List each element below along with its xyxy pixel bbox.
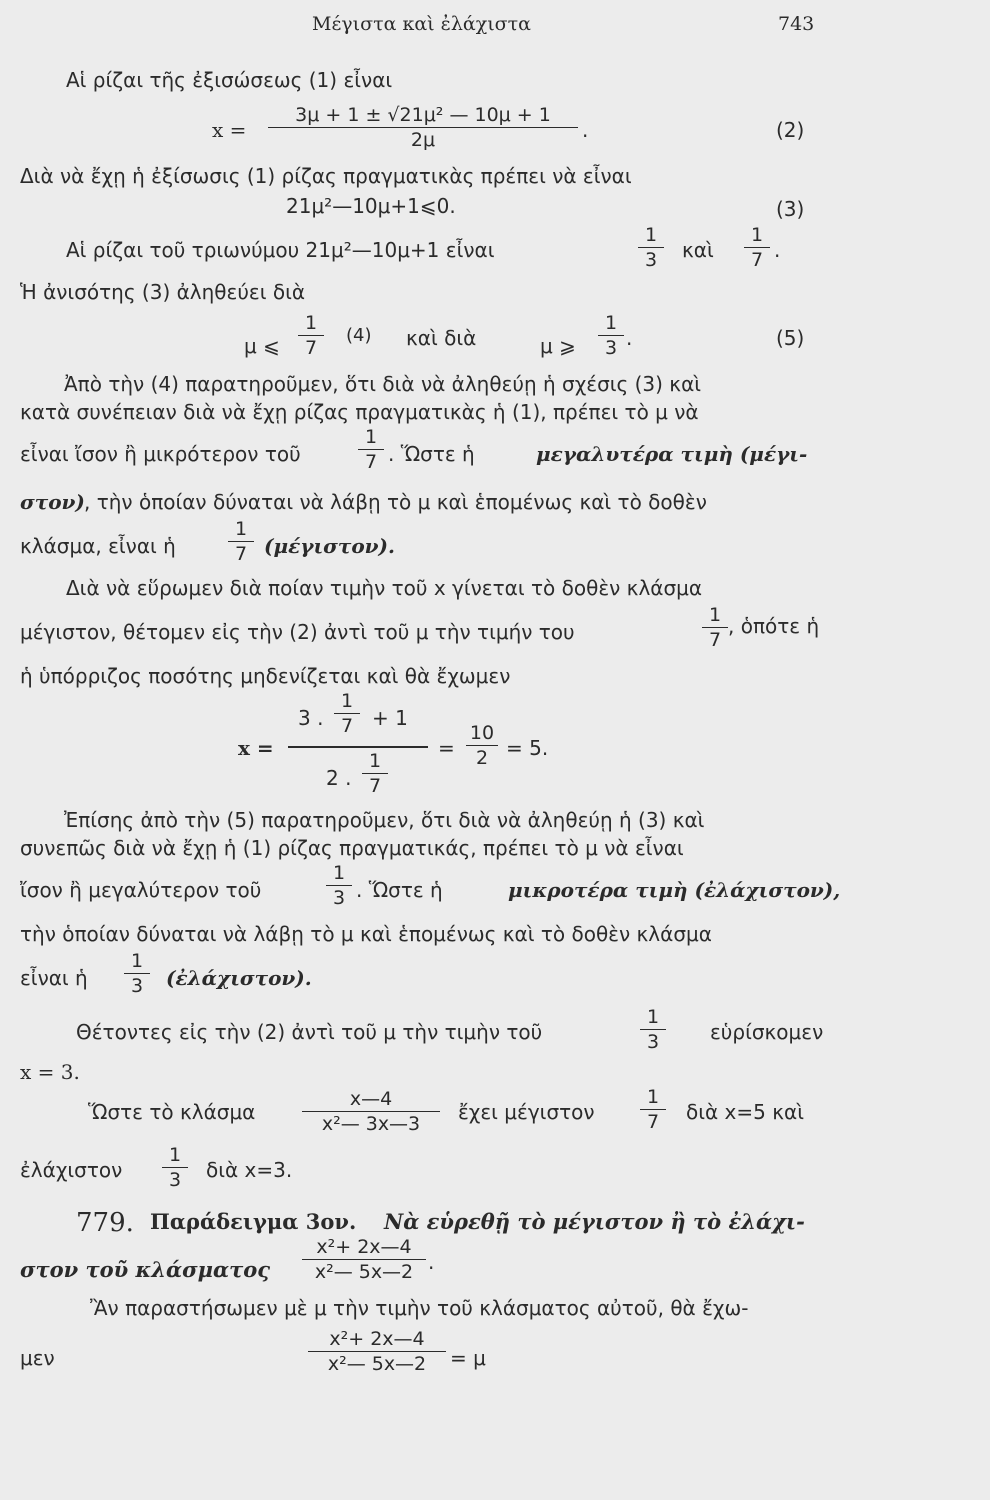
equation-tag: (5) xyxy=(776,326,805,350)
text-word: καὶ διὰ xyxy=(406,326,477,350)
fraction-denominator: 3 xyxy=(130,975,144,997)
fraction-numerator: x²+ 2x—4 xyxy=(308,1328,446,1352)
fraction-one-seventh xyxy=(358,426,384,473)
section-statement: Νὰ εὑρεθῇ τὸ μέγιστον ἢ τὸ ἐλάχι- xyxy=(384,1209,805,1234)
fraction-one-seventh xyxy=(640,1086,666,1133)
fraction-one-third xyxy=(598,312,624,359)
fraction-given xyxy=(308,1328,446,1375)
text-line: τὴν ὁποίαν δύναται νὰ λάβῃ τὸ μ καὶ ἑπομένως καὶ τὸ δοθὲν κλάσμα xyxy=(20,922,712,946)
fraction-one-third xyxy=(162,1144,188,1191)
emphasis-text: (μέγιστον). xyxy=(264,534,395,558)
text-line: . Ὥστε ἡ xyxy=(356,878,443,902)
fraction-denominator: 7 xyxy=(234,543,248,565)
fraction-ten-halves xyxy=(466,722,498,769)
fraction-one-seventh xyxy=(362,750,388,797)
section-statement: στον τοῦ κλάσματος xyxy=(20,1257,271,1282)
text-line: ἴσον ἢ μεγαλύτερον τοῦ xyxy=(20,878,262,902)
fraction-one-seventh xyxy=(702,604,728,651)
fraction-denominator: 7 xyxy=(304,337,318,359)
text-line: Θέτοντες εἰς τὴν (2) ἀντὶ τοῦ μ τὴν τιμὴν τοῦ xyxy=(76,1020,543,1044)
fraction-numerator: x—4 xyxy=(302,1088,440,1112)
compound-numerator: + 1 xyxy=(372,706,408,730)
compound-numerator: 3 . xyxy=(298,706,324,730)
fraction-numerator: 1 xyxy=(640,1086,666,1110)
running-head-title: Μέγιστα καὶ ἐλάχιστα xyxy=(312,13,531,35)
fraction-denominator: 3 xyxy=(644,249,658,271)
fraction-denominator: x²— 5x—2 xyxy=(327,1353,427,1375)
text-line: Ἂν παραστήσωμεν μὲ μ τὴν τιμὴν τοῦ κλάσματος αὐτοῦ, θὰ ἔχω- xyxy=(90,1296,749,1320)
section-title: Παράδειγμα 3ον. xyxy=(150,1209,357,1234)
equals-sign: = xyxy=(438,736,455,760)
fraction-bar xyxy=(288,746,428,748)
equation-result: = μ xyxy=(450,1346,486,1370)
emphasis-text: (ἐλάχιστον). xyxy=(166,966,312,990)
fraction-one-seventh xyxy=(334,690,360,737)
fraction-denominator: 3 xyxy=(168,1169,182,1191)
fraction-numerator: 1 xyxy=(334,690,360,714)
text-line: x = 3. xyxy=(20,1060,80,1084)
fraction-numerator: x²+ 2x—4 xyxy=(302,1236,426,1260)
text-line: εἶναι ἴσον ἢ μικρότερον τοῦ xyxy=(20,442,301,466)
page-number: 743 xyxy=(778,13,815,35)
fraction-numerator: 3μ + 1 ± √21μ² — 10μ + 1 xyxy=(268,104,578,128)
fraction-one-seventh xyxy=(298,312,324,359)
fraction-one-third xyxy=(638,224,664,271)
text-line: κλάσμα, εἶναι ἡ xyxy=(20,534,176,558)
text-line: Αἱ ρίζαι τῆς ἐξισώσεως (1) εἶναι xyxy=(66,68,393,92)
text-line: , ὁπότε ἡ xyxy=(728,614,820,638)
text-line: ἐλάχιστον xyxy=(20,1158,123,1182)
text-line: διὰ x=5 καὶ xyxy=(686,1100,804,1124)
text-line: Ἡ ἀνισότης (3) ἀληθεύει διὰ xyxy=(20,280,306,304)
fraction-denominator: x²— 3x—3 xyxy=(321,1113,421,1135)
text-line: Ἐπίσης ἀπὸ τὴν (5) παρατηροῦμεν, ὅτι διὰ νὰ ἀληθεύῃ ἡ (3) καὶ xyxy=(64,808,705,832)
emphasis-text: στον) xyxy=(20,490,85,514)
text-line: εἶναι ἡ xyxy=(20,966,88,990)
fraction-numerator: 1 xyxy=(298,312,324,336)
equation-lhs: x = xyxy=(212,118,247,142)
fraction-denominator: 3 xyxy=(604,337,618,359)
equation-2-fraction xyxy=(268,104,578,151)
text-line: ἔχει μέγιστον xyxy=(458,1100,595,1124)
text-line: . Ὥστε ἡ xyxy=(388,442,475,466)
fraction-x-minus-4 xyxy=(302,1088,440,1135)
fraction-numerator: 1 xyxy=(702,604,728,628)
emphasis-text: μικροτέρα τιμὴ (ἐλάχιστον), xyxy=(508,878,841,902)
equation-tag: (3) xyxy=(776,197,805,221)
text-line: διὰ x=3. xyxy=(206,1158,293,1182)
compound-denominator: 2 . xyxy=(326,766,352,790)
fraction-denominator: 7 xyxy=(368,775,382,797)
text-line: κατὰ συνέπειαν διὰ νὰ ἔχῃ ρίζας πραγματικὰς ἡ (1), πρέπει τὸ μ νὰ xyxy=(20,400,699,424)
punctuation: . xyxy=(626,326,633,350)
fraction-one-seventh xyxy=(744,224,770,271)
section-number: 779. xyxy=(76,1208,134,1238)
fraction-numerator: 10 xyxy=(466,722,498,746)
fraction-numerator: 1 xyxy=(640,1006,666,1030)
text-line: μεν xyxy=(20,1346,55,1370)
inequality-4: μ ⩽ xyxy=(244,334,280,358)
text-line: συνεπῶς διὰ νὰ ἔχῃ ἡ (1) ρίζας πραγματικάς, πρέπει τὸ μ νὰ εἶναι xyxy=(20,836,684,860)
equation-tag: (4) xyxy=(346,325,372,346)
fraction-one-third xyxy=(326,862,352,909)
text-line: Διὰ νὰ ἔχῃ ἡ ἐξίσωσις (1) ρίζας πραγματικὰς πρέπει νὰ εἶναι xyxy=(20,164,632,188)
equation-result: = 5. xyxy=(506,736,549,760)
fraction-numerator: 1 xyxy=(638,224,664,248)
fraction-numerator: 1 xyxy=(228,518,254,542)
text-line: Διὰ νὰ εὕρωμεν διὰ ποίαν τιμὴν τοῦ x γίνεται τὸ δοθὲν κλάσμα xyxy=(66,576,703,600)
fraction-numerator: 1 xyxy=(162,1144,188,1168)
text-line: μέγιστον, θέτομεν εἰς τὴν (2) ἀντὶ τοῦ μ τὴν τιμήν του xyxy=(20,620,575,644)
fraction-numerator: 1 xyxy=(124,950,150,974)
fraction-denominator: 7 xyxy=(340,715,354,737)
text-line: Ὥστε τὸ κλάσμα xyxy=(88,1100,256,1124)
fraction-denominator: 3 xyxy=(332,887,346,909)
fraction-denominator: 7 xyxy=(364,451,378,473)
equation-tag: (2) xyxy=(776,118,805,142)
fraction-denominator: x²— 5x—2 xyxy=(314,1261,414,1283)
inequality-5: μ ⩾ xyxy=(540,334,576,358)
fraction-one-third xyxy=(640,1006,666,1053)
fraction-denominator: 3 xyxy=(646,1031,660,1053)
fraction-denominator: 2μ xyxy=(410,129,436,151)
punctuation: . xyxy=(582,118,589,142)
fraction-numerator: 1 xyxy=(362,750,388,774)
text-line: ἡ ὑπόρριζος ποσότης μηδενίζεται καὶ θὰ ἔχωμεν xyxy=(20,664,511,688)
text-line: , τὴν ὁποίαν δύναται νὰ λάβῃ τὸ μ καὶ ἑπομένως καὶ τὸ δοθὲν xyxy=(84,490,707,514)
fraction-denominator: 7 xyxy=(750,249,764,271)
text-line: Αἱ ρίζαι τοῦ τριωνύμου 21μ²—10μ+1 εἶναι xyxy=(66,238,495,262)
text-line: εὑρίσκομεν xyxy=(710,1020,824,1044)
fraction-one-seventh xyxy=(228,518,254,565)
equation-lhs: x = xyxy=(238,736,274,760)
emphasis-text: μεγαλυτέρα τιμὴ (μέγι- xyxy=(536,442,808,466)
fraction-numerator: 1 xyxy=(326,862,352,886)
inequality: 21μ²—10μ+1⩽0. xyxy=(286,194,456,218)
fraction-numerator: 1 xyxy=(744,224,770,248)
text-line: Ἀπὸ τὴν (4) παρατηροῦμεν, ὅτι διὰ νὰ ἀληθεύῃ ἡ σχέσις (3) καὶ xyxy=(64,372,702,396)
punctuation: . xyxy=(774,238,781,262)
fraction-one-third xyxy=(124,950,150,997)
fraction-denominator: 2 xyxy=(475,747,489,769)
text-word: καὶ xyxy=(682,238,714,262)
fraction-given xyxy=(302,1236,426,1283)
fraction-denominator: 7 xyxy=(646,1111,660,1133)
fraction-numerator: 1 xyxy=(598,312,624,336)
fraction-denominator: 7 xyxy=(708,629,722,651)
punctuation: . xyxy=(428,1250,435,1274)
fraction-numerator: 1 xyxy=(358,426,384,450)
